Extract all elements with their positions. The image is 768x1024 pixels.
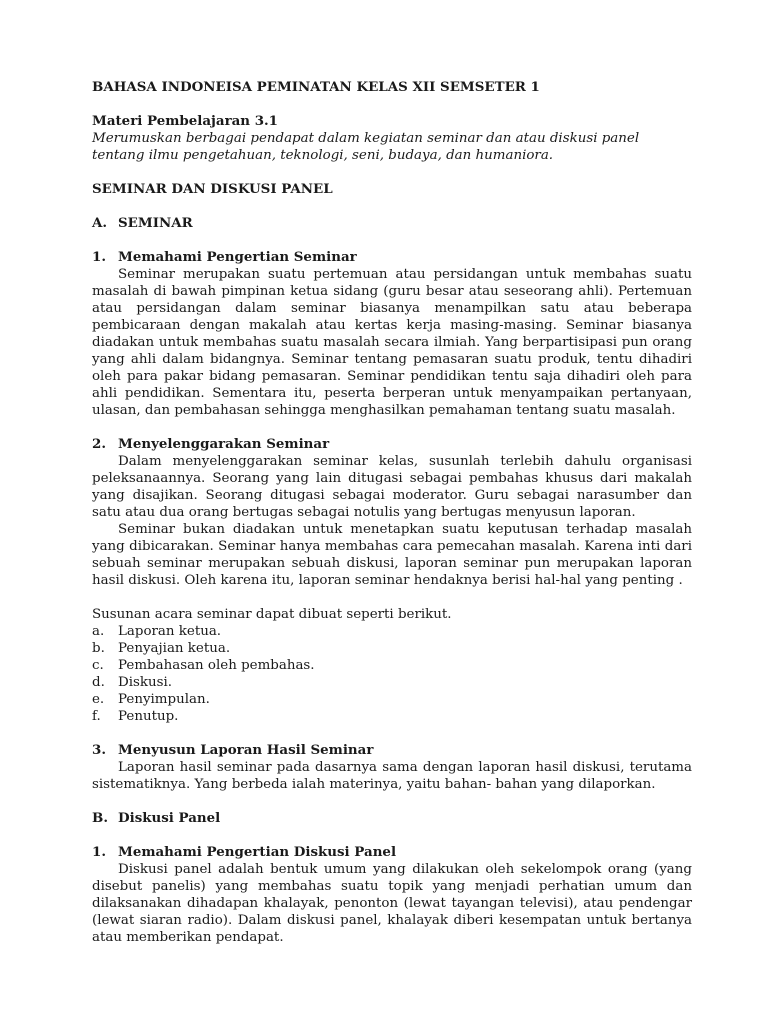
part-b-label: Diskusi Panel bbox=[118, 810, 221, 826]
section-title: SEMINAR DAN DISKUSI PANEL bbox=[92, 181, 333, 197]
list-marker: d. bbox=[92, 675, 105, 690]
a3-heading-text: Menyusun Laporan Hasil Seminar bbox=[118, 742, 374, 758]
a2-paragraph-1: Dalam menyelenggarakan seminar kelas, susunlah terlebih dahulu organisasi peleksanaannya. Seorang yang lain ditugasi sebagai pembahas khusus dari makalah yang disajikan. Seorang ditugasi sebagai moderator. Guru sebagai narasumber dan satu atau dua orang bertugas sebagai notulis yang bertugas menyusun laporan. bbox=[92, 454, 692, 520]
list-marker: a. bbox=[92, 624, 105, 639]
b1-paragraph: Diskusi panel adalah bentuk umum yang dilakukan oleh sekelompok orang (yang disebut panelis) yang membahas suatu topik yang menjadi perhatian umum dan dilaksanakan dihadapan khalayak, penonton (lewat tayangan televisi), atau pendengar (lewat siaran radio). Dalam diskusi panel, khalayak diberi kesempatan untuk bertanya atau memberikan pendapat. bbox=[92, 862, 692, 945]
a3-marker: 3. bbox=[92, 742, 106, 758]
a1-marker: 1. bbox=[92, 249, 106, 265]
part-a-marker: A. bbox=[92, 215, 108, 231]
a2-heading-text: Menyelenggarakan Seminar bbox=[118, 436, 330, 452]
list-item bbox=[92, 708, 692, 725]
list-text: Pembahasan oleh pembahas. bbox=[118, 658, 315, 673]
b1-marker: 1. bbox=[92, 844, 106, 860]
list-intro: Susunan acara seminar dapat dibuat seperti berikut. bbox=[92, 607, 452, 622]
materi-heading: Materi Pembelajaran 3.1 bbox=[92, 113, 278, 129]
list-text: Diskusi. bbox=[118, 675, 173, 690]
a2-heading bbox=[92, 436, 692, 453]
a1-paragraph: Seminar merupakan suatu pertemuan atau persidangan untuk membahas suatu masalah di bawah pimpinan ketua sidang (guru besar atau seseorang ahli). Pertemuan atau persidangan dalam seminar biasanya menampilkan satu atau beberapa pembicaraan dengan makalah atau kertas kerja masing-masing. Seminar biasanya diadakan untuk membahas suatu masalah secara ilmiah. Yang berpartisipasi pun orang yang ahli dalam bidangnya. Seminar tentang pemasaran suatu produk, tentu dihadiri oleh para pakar bidang pemasaran. Seminar pendidikan tentu saja dihadiri oleh para ahli pendidikan. Sementara itu, peserta berperan untuk menyampaikan pertanyaan, ulasan, dan pembahasan sehingga menghasilkan pemahaman tentang suatu masalah. bbox=[92, 267, 692, 418]
list-marker: c. bbox=[92, 658, 104, 673]
a1-heading bbox=[92, 249, 692, 266]
list-item bbox=[92, 640, 692, 657]
materi-text: Merumuskan berbagai pendapat dalam kegiatan seminar dan atau diskusi panel tentang ilmu pengetahuan, teknologi, seni, budaya, dan humaniora. bbox=[92, 131, 640, 163]
list-marker: f. bbox=[92, 709, 101, 724]
a1-heading-text: Memahami Pengertian Seminar bbox=[118, 249, 357, 265]
part-a-heading bbox=[92, 215, 692, 232]
list-item bbox=[92, 691, 692, 708]
a3-paragraph: Laporan hasil seminar pada dasarnya sama dengan laporan hasil diskusi, terutama sistematiknya. Yang berbeda ialah materinya, yaitu bahan- bahan yang dilaporkan. bbox=[92, 760, 692, 792]
part-b-marker: B. bbox=[92, 810, 108, 826]
list-item bbox=[92, 674, 692, 691]
list-text: Penyimpulan. bbox=[118, 692, 210, 707]
list-item bbox=[92, 623, 692, 640]
list-text: Laporan ketua. bbox=[118, 624, 222, 639]
list-item bbox=[92, 657, 692, 674]
part-b-heading bbox=[92, 810, 692, 827]
b1-heading-text: Memahami Pengertian Diskusi Panel bbox=[118, 844, 397, 860]
a3-heading bbox=[92, 742, 692, 759]
list-marker: e. bbox=[92, 692, 105, 707]
a2-paragraph-2: Seminar bukan diadakan untuk menetapkan suatu keputusan terhadap masalah yang dibicarakan. Seminar hanya membahas cara pemecahan masalah. Karena inti dari sebuah seminar merupakan sebuah diskusi, laporan seminar pun merupakan laporan hasil diskusi. Oleh karena itu, laporan seminar hendaknya berisi hal-hal yang penting . bbox=[92, 522, 692, 588]
list-text: Penyajian ketua. bbox=[118, 641, 231, 656]
part-a-label: SEMINAR bbox=[118, 215, 193, 231]
list-text: Penutup. bbox=[118, 709, 179, 724]
list-marker: b. bbox=[92, 641, 105, 656]
b1-heading bbox=[92, 844, 692, 861]
document-body bbox=[92, 79, 692, 946]
document-title: BAHASA INDONEISA PEMINATAN KELAS XII SEMSETER 1 bbox=[92, 79, 540, 95]
a2-marker: 2. bbox=[92, 436, 106, 452]
